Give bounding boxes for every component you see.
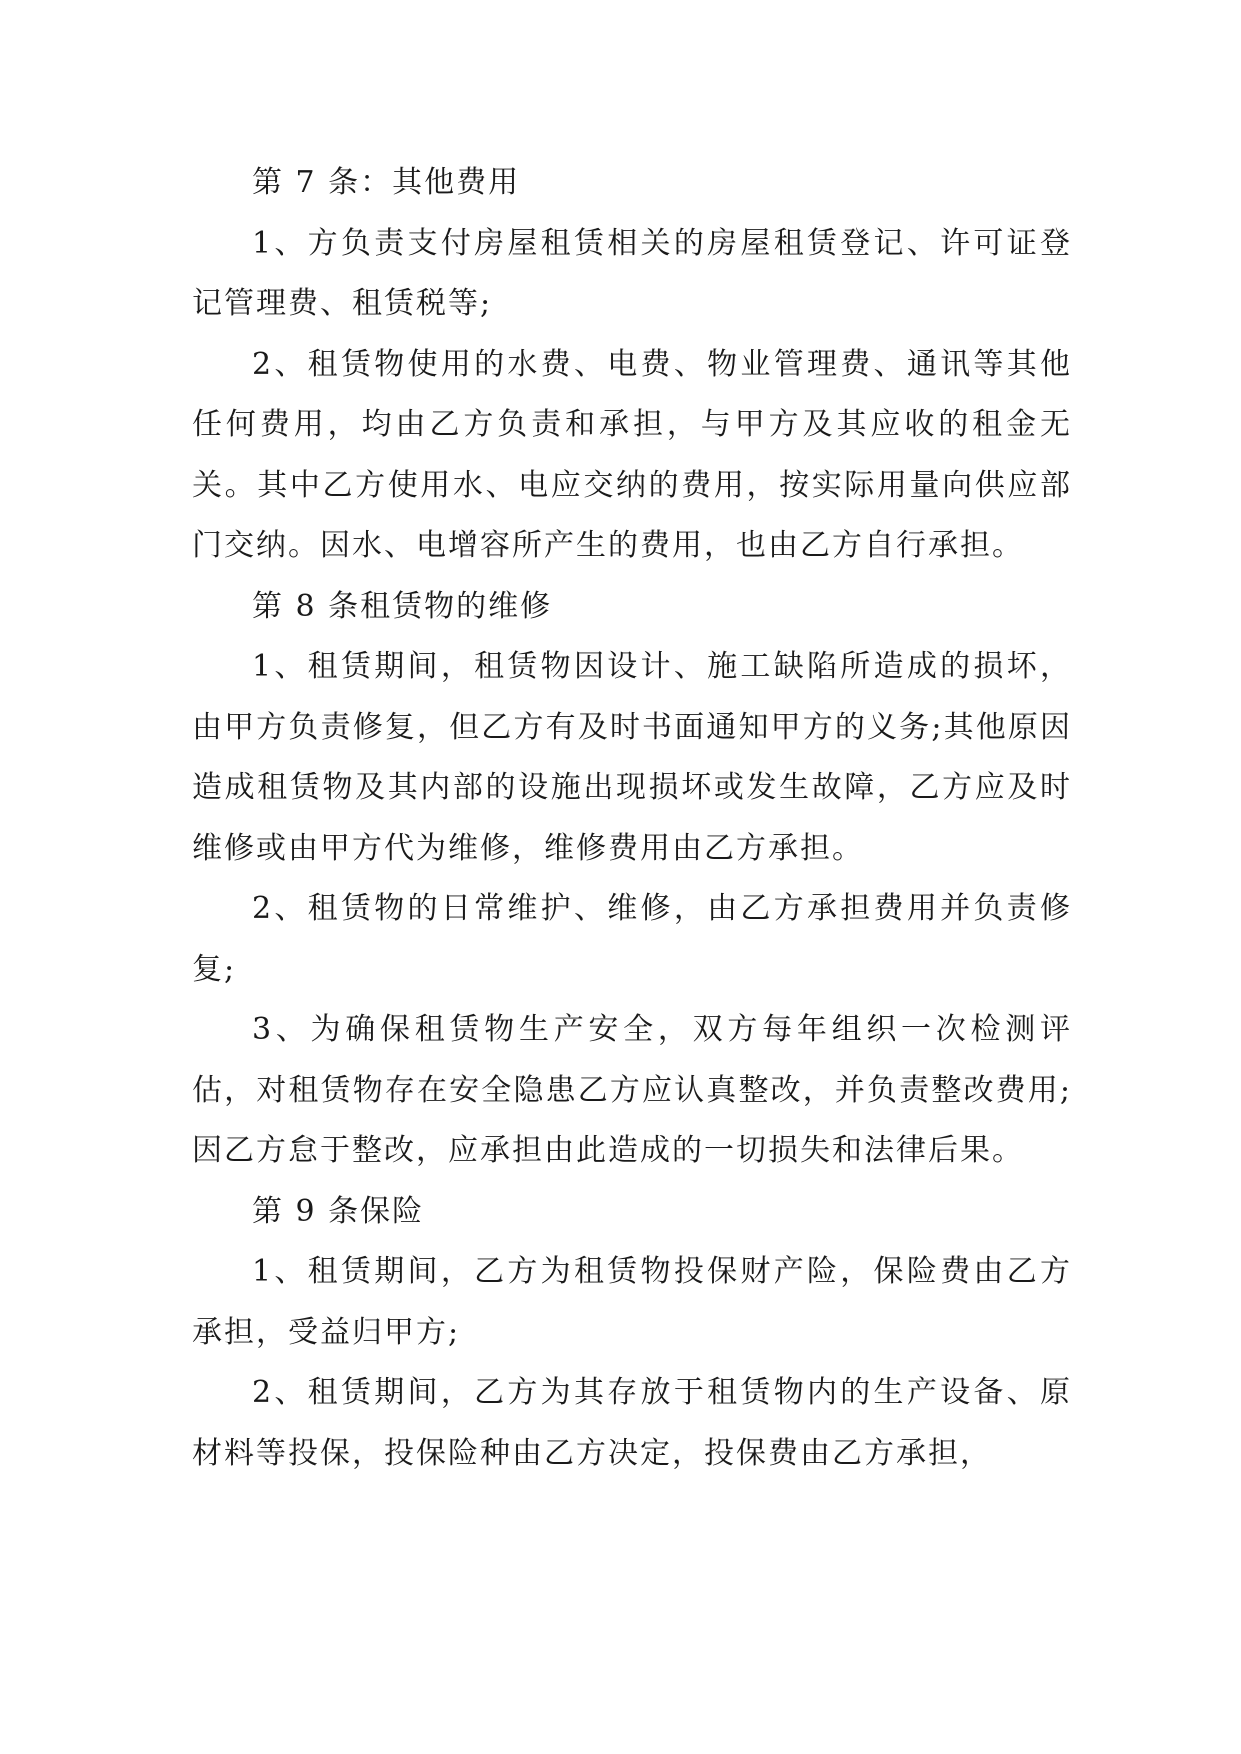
article-9-clause-1: 1、租赁期间，乙方为租赁物投保财产险，保险费由乙方承担，受益归甲方; <box>192 1254 1072 1350</box>
article-7-clause-1: 1、方负责支付房屋租赁相关的房屋租赁登记、许可证登记管理费、租赁税等; <box>192 225 1072 321</box>
article-8-clause-2: 2、租赁物的日常维护、维修，由乙方承担费用并负责修复; <box>192 891 1072 987</box>
document-page <box>192 153 1072 1484</box>
article-9-clause-2: 2、租赁期间，乙方为其存放于租赁物内的生产设备、原材料等投保，投保险种由乙方决定，投保费由乙方承担， <box>192 1375 1072 1471</box>
article-7-heading: 第 7 条：其他费用 <box>252 165 521 200</box>
article-8-heading: 第 8 条租赁物的维修 <box>252 588 553 624</box>
article-7-clause-2: 2、租赁物使用的水费、电费、物业管理费、通讯等其他任何费用，均由乙方负责和承担，与甲方及其应收的租金无关。其中乙方使用水、电应交纳的费用，按实际用量向供应部门交纳。因水、电增容所产生的费用，也由乙方自行承担。 <box>192 346 1072 563</box>
article-9-heading: 第 9 条保险 <box>252 1193 425 1229</box>
article-8-clause-3: 3、为确保租赁物生产安全，双方每年组织一次检测评估，对租赁物存在安全隐患乙方应认真整改，并负责整改费用;因乙方怠于整改，应承担由此造成的一切损失和法律后果。 <box>192 1012 1072 1168</box>
article-8-clause-1: 1、租赁期间，租赁物因设计、施工缺陷所造成的损坏，由甲方负责修复，但乙方有及时书面通知甲方的义务;其他原因造成租赁物及其内部的设施出现损坏或发生故障，乙方应及时维修或由甲方代为维修，维修费用由乙方承担。 <box>192 649 1072 866</box>
